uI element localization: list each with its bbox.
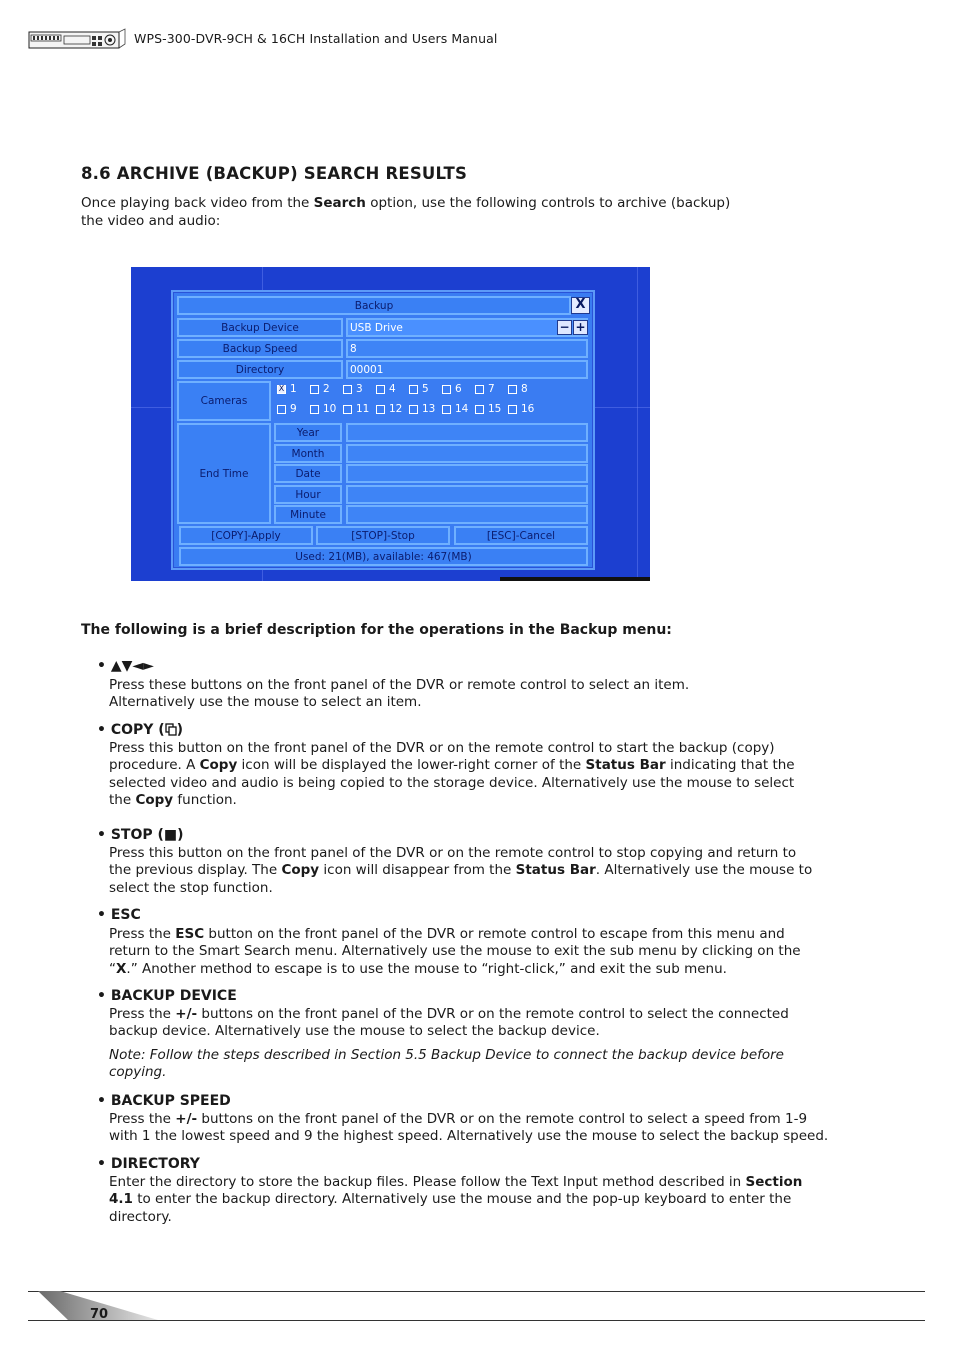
minute-field[interactable] (346, 505, 588, 524)
camera-checkbox-8[interactable]: 8 (508, 383, 528, 395)
stop-button[interactable]: [STOP]-Stop (316, 526, 450, 545)
camera-checkbox-5[interactable]: 5 (409, 383, 429, 395)
camera-checkbox-16[interactable]: 16 (508, 403, 534, 415)
camera-checkbox-2[interactable]: 2 (310, 383, 330, 395)
hour-field[interactable] (346, 485, 588, 504)
esc-description: Press the ESC button on the front panel of the DVR or remote control to escape from this menu and return to the Smart Search menu. Alternatively use the mouse to exit the sub menu by clicking on the “X.” Another method to escape is to use the mouse to “right-click,” and exit the sub menu. (109, 926, 801, 977)
backup-device-label: Backup Device (177, 318, 343, 337)
hour-label: Hour (274, 485, 342, 504)
section-title: 8.6 ARCHIVE (BACKUP) SEARCH RESULTS (81, 164, 468, 183)
date-field[interactable] (346, 464, 588, 483)
minus-button[interactable]: − (557, 320, 572, 335)
camera-checkbox-11[interactable]: 11 (343, 403, 369, 415)
dialog-title: Backup (177, 296, 571, 315)
cameras-label: Cameras (177, 381, 271, 421)
copy-description: Press this button on the front panel of the DVR or on the remote control to start the backup (copy) procedure. A Copy icon will be displayed the lower-right corner of the Status Bar indicating that the selected video and audio is being copied to the storage device. Alternatively use the mouse to select the Copy function. (109, 740, 795, 808)
camera-checkbox-15[interactable]: 15 (475, 403, 501, 415)
backup-device-field[interactable]: USB Drive (346, 318, 588, 337)
footer-rule-bottom (28, 1320, 925, 1321)
close-button[interactable]: X (571, 297, 590, 314)
backup-speed-heading: • BACKUP SPEED (97, 1093, 231, 1109)
backup-speed-description: Press the +/- buttons on the front panel of the DVR or on the remote control to select a speed from 1-9 with 1 the lowest speed and 9 the highest speed. Alternatively use the mouse to select the backup speed. (109, 1111, 829, 1145)
month-field[interactable] (346, 444, 588, 463)
camera-checkbox-grid (274, 381, 588, 421)
camera-checkbox-3[interactable]: 3 (343, 383, 363, 395)
year-field[interactable] (346, 423, 588, 442)
minute-label: Minute (274, 505, 342, 524)
camera-checkbox-14[interactable]: 14 (442, 403, 468, 415)
manual-title: WPS-300-DVR-9CH & 16CH Installation and Users Manual (134, 31, 498, 46)
directory-field[interactable]: 00001 (346, 360, 588, 379)
directory-heading: • DIRECTORY (97, 1156, 200, 1172)
camera-checkbox-9[interactable]: 9 (277, 403, 297, 415)
page-number: 70 (90, 1307, 109, 1322)
end-time-label: End Time (177, 423, 271, 524)
camera-checkbox-1[interactable]: X 1 (278, 383, 297, 395)
arrows-heading: • ▲▼◄► (97, 658, 154, 674)
operations-lead: The following is a brief description for the operations in the Backup menu: (81, 622, 672, 638)
copy-heading: • COPY ( ) (97, 722, 184, 738)
plus-button[interactable]: + (573, 320, 588, 335)
directory-description: Enter the directory to store the backup files. Please follow the Text Input method described in Section 4.1 to enter the backup directory. Alternatively use the mouse and the pop-up keyboard to enter the directory. (109, 1174, 803, 1225)
stop-description: Press this button on the front panel of the DVR or on the remote control to stop copying and return to the previous display. The Copy icon will disappear from the Status Bar. Alternatively use the mouse to select the stop function. (109, 845, 813, 896)
directory-label: Directory (177, 360, 343, 379)
backup-device-note: Note: Follow the steps described in Section 5.5 Backup Device to connect the backup device before copying. (109, 1047, 784, 1081)
dvr-device-icon (28, 28, 126, 50)
backup-menu-screenshot (131, 267, 650, 581)
date-label: Date (274, 464, 342, 483)
copy-apply-button[interactable]: [COPY]-Apply (179, 526, 313, 545)
backup-speed-label: Backup Speed (177, 339, 343, 358)
camera-checkbox-10[interactable]: 10 (310, 403, 336, 415)
month-label: Month (274, 444, 342, 463)
grid-line (637, 267, 638, 581)
footer-rule-top (28, 1291, 925, 1292)
camera-checkbox-4[interactable]: 4 (376, 383, 396, 395)
copy-icon (165, 723, 177, 736)
screen-edge-bar (500, 577, 650, 581)
backup-device-heading: • BACKUP DEVICE (97, 988, 237, 1004)
camera-checkbox-12[interactable]: 12 (376, 403, 402, 415)
storage-usage: Used: 21(MB), available: 467(MB) (179, 547, 588, 566)
arrows-description: Press these buttons on the front panel of the DVR or remote control to select an item. Alternatively use the mouse to select an item. (109, 677, 690, 711)
stop-heading: • STOP (■) (97, 827, 184, 843)
backup-speed-field[interactable]: 8 (346, 339, 588, 358)
camera-checkbox-6[interactable]: 6 (442, 383, 462, 395)
esc-cancel-button[interactable]: [ESC]-Cancel (454, 526, 588, 545)
esc-heading: • ESC (97, 907, 141, 923)
year-label: Year (274, 423, 342, 442)
camera-checkbox-13[interactable]: 13 (409, 403, 435, 415)
camera-checkbox-7[interactable]: 7 (475, 383, 495, 395)
section-intro: Once playing back video from the Search option, use the following controls to archive (backup) the video and audio: (81, 195, 731, 229)
backup-dialog (171, 290, 595, 570)
backup-device-description: Press the +/- buttons on the front panel of the DVR or on the remote control to select the connected backup device. Alternatively use the mouse to select the backup device. (109, 1006, 789, 1040)
